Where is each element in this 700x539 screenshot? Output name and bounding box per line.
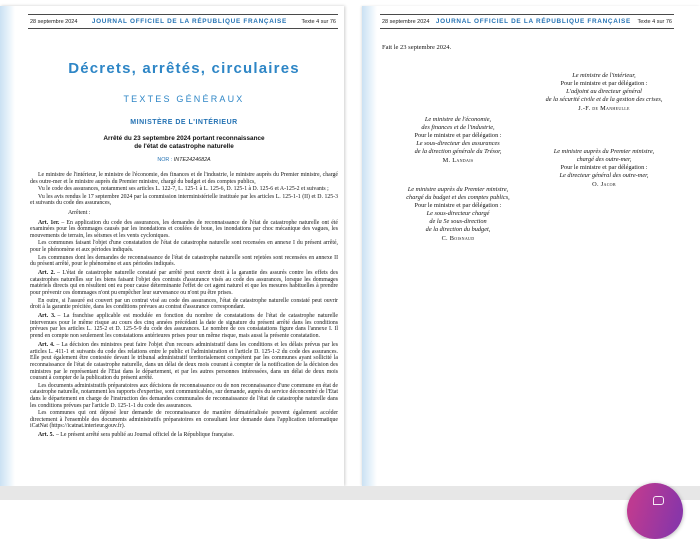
act-title-line1: Arrêté du 23 septembre 2024 portant reconnaissance xyxy=(103,135,265,142)
article-2: Art. 2. – L'état de catastrophe naturelle constaté par arrêté peut ouvrir droit à la garantie des assurés contre les effets des catastrophes naturelles sur les biens faisant l'objet des contrats d'assurance visés au code des assurances, lorsque les dommages matériels directs qui en résultent ont eu pour cause déterminante l'effet de cet agent naturel et que les mesures habituelles à prendre pour prévenir ces dommages n'ont pu empêcher leur survenance ou n'ont pu être prises. xyxy=(30,270,338,296)
background-strip xyxy=(0,486,700,500)
sig-line: Le ministre de l'intérieur, xyxy=(572,72,636,79)
left-page-content xyxy=(30,36,338,440)
sig-name: C. Boisnaud xyxy=(441,234,475,242)
act-title-line2: de l'état de catastrophe naturelle xyxy=(134,143,234,150)
paragraph: Les communes faisant l'objet d'une constatation de l'état de catastrophe naturelle sont recensées en annexe I du présent arrêté, pour le phénomène et aux périodes indiqués. xyxy=(30,240,338,253)
paragraph: Les communes dont les demandes de reconnaissance de l'état de catastrophe naturelle sont rejetées sont recensées en annexe II du présent arrêté, pour le phénomène et aux périodes indiqués. xyxy=(30,254,338,268)
paragraph: Vu les avis rendus le 17 septembre 2024 par la commission interministérielle instituée par les articles L. 125-1-1 (II) et D. 125-3 et suivants du code des assurances, xyxy=(30,193,338,207)
sig-line: Le ministre de l'économie, xyxy=(424,116,492,123)
sig-line: L'adjoint au directeur général xyxy=(566,88,642,95)
section-title: TEXTES GÉNÉRAUX xyxy=(123,94,245,104)
sig-line: Le ministre auprès du Premier ministre, xyxy=(553,148,655,155)
journal-title: JOURNAL OFFICIEL DE LA RÉPUBLIQUE FRANÇAISE xyxy=(435,18,631,25)
sig-line: Pour le ministre et par délégation : xyxy=(414,132,502,139)
journal-page-left xyxy=(0,6,344,486)
sig-name: J.-F. de Manheulle xyxy=(578,104,630,112)
paragraph: Vu le code des assurances, notamment ses articles L. 122-7, L. 125-1 à L. 125-6, D. 125-1 à D. 125-6 et A-125-2 et suivants ; xyxy=(38,186,329,193)
paragraph: Les documents administratifs préparatoires aux décisions de reconnaissance ou de non reconnaissance d'une commune en état de catastrophe naturelle, notamment les rapports d'expertise, sont communicables, sur demande, auprès du service déconcentré de l'Etat dans le département en charge de l'instruction des demandes communales de reconnaissance de l'état de catastrophe naturelle dans les conditions prévues par l'article D. 125-1-1 du code des assurances. xyxy=(30,382,338,409)
sig-line: Le sous-directeur chargé xyxy=(426,210,490,217)
sig-line: de la sécurité civile et de la gestion des crises, xyxy=(545,96,663,103)
ministry-title: MINISTÈRE DE L'INTÉRIEUR xyxy=(130,119,238,126)
sig-name: M. Landais xyxy=(442,156,474,164)
running-header-left xyxy=(28,14,338,29)
sig-line: de la 5e sous-direction xyxy=(429,218,487,225)
article-5: Art. 5. – Le présent arrêté sera publié au Journal officiel de la République française. xyxy=(38,432,235,439)
sig-line: de la direction du budget, xyxy=(425,226,491,233)
sig-line: Le ministre auprès du Premier ministre, xyxy=(407,186,509,193)
header-date: 28 septembre 2024 xyxy=(30,18,78,25)
article-3: Art. 3. – La franchise applicable est modulée en fonction du nombre de constatations de l'état de catastrophe naturelle intervenues pour le même risque au cours des cinq années précédant la date de signature du présent arrêté dans les conditions prévues par les articles L. 125-2 et D. 125-5-9 du code des assurances. Le nombre de ces constatations figure dans l'annexe I. Il prend en compte non seulement les constatations antérieures prises pour un même risque, mais aussi la présente constatation. xyxy=(30,313,338,340)
article-1: Art. 1er. – En application du code des assurances, les demandes de reconnaissance de l'état de catastrophe naturelle ont été examinées pour les dommages causés par les inondations et coulées de boue, les inondations par choc mécanique des vagues, les mouvements de terrain, les séismes et les vents cycloniques. xyxy=(30,219,338,239)
running-header-right xyxy=(380,14,674,29)
signature-block-outre-mer xyxy=(518,148,690,189)
paragraph: Le ministre de l'intérieur, le ministre de l'économie, des finances et de l'industrie, le ministre auprès du Premier ministre, chargé des outre-mer et le ministre auprès du Premier ministre, chargé du budget et des comptes publics, xyxy=(30,172,338,185)
sig-line: chargé du budget et des comptes publics, xyxy=(406,194,510,201)
sig-line: Pour le ministre et par délégation : xyxy=(414,202,502,209)
arretent-line: Arrêtent : xyxy=(68,209,91,216)
rubric-title: Décrets, arrêtés, circulaires xyxy=(68,60,300,77)
sig-line: chargé des outre-mer, xyxy=(576,156,632,163)
sig-line: de la direction générale du Trésor, xyxy=(414,148,502,155)
sig-line: Le sous-directeur des assurances xyxy=(416,140,500,147)
nor-code: INTE2424682A xyxy=(173,157,211,163)
act-title xyxy=(30,135,338,151)
paragraph: En outre, si l'assuré est couvert par un contrat visé au code des assurances, l'état de catastrophe naturelle constaté peut ouvrir droit à la garantie précitée, dans les conditions prévues au contrat d'assurance correspondant. xyxy=(30,297,338,311)
journal-page-right xyxy=(362,6,700,486)
page-left-edge-shade xyxy=(0,6,15,486)
chat-fab-button[interactable] xyxy=(627,483,683,539)
sig-name: O. Jacob xyxy=(592,180,616,188)
chat-bubble-icon xyxy=(653,496,664,505)
journal-title: JOURNAL OFFICIEL DE LA RÉPUBLIQUE FRANÇAISE xyxy=(91,18,287,25)
fait-line: Fait le 23 septembre 2024. xyxy=(382,44,452,51)
header-page-ref: Texte 4 sur 76 xyxy=(301,18,336,25)
header-date: 28 septembre 2024 xyxy=(382,18,430,25)
header-page-ref: Texte 4 sur 76 xyxy=(637,18,672,25)
right-page-content xyxy=(362,36,700,486)
paragraph: Les communes qui ont déposé leur demande de reconnaissance de manière dématérialisée peuvent également accéder directement à l'ensemble des documents administratifs préparatoires en consultant leur demande dans l'application informatique iCatNat (https://icatnat.interieur.gouv.fr). xyxy=(30,410,338,430)
act-body-text xyxy=(30,172,338,439)
signature-block-interieur xyxy=(518,72,690,113)
signature-block-budget xyxy=(372,186,544,243)
sig-line: Le directeur général des outre-mer, xyxy=(559,172,649,179)
nor-line xyxy=(30,157,338,163)
sig-line: Pour le ministre et par délégation : xyxy=(560,80,648,87)
nor-label: NOR : xyxy=(157,157,173,163)
sig-line: Pour le ministre et par délégation : xyxy=(560,164,648,171)
article-4: Art. 4. – La décision des ministres peut faire l'objet d'un recours administratif dans les conditions et les délais prévus par les articles L. 411-1 et suivants du code des relations entre le public et l'administration et l'article D. 125-1-2 du code des assurances. Elle peut également être contestée devant le tribunal administratif territorialement compétent par les communes ayant sollicité la reconnaissance de l'état de catastrophe naturelle, dans un délai de deux mois courant à compter de la notification de la décision des ministres par le représentant de l'Etat dans le département, et par les autres personnes intéressées, dans un délai de deux mois courant à compter de la publication du présent arrêté. xyxy=(30,342,338,382)
sig-line: des finances et de l'industrie, xyxy=(421,124,495,131)
